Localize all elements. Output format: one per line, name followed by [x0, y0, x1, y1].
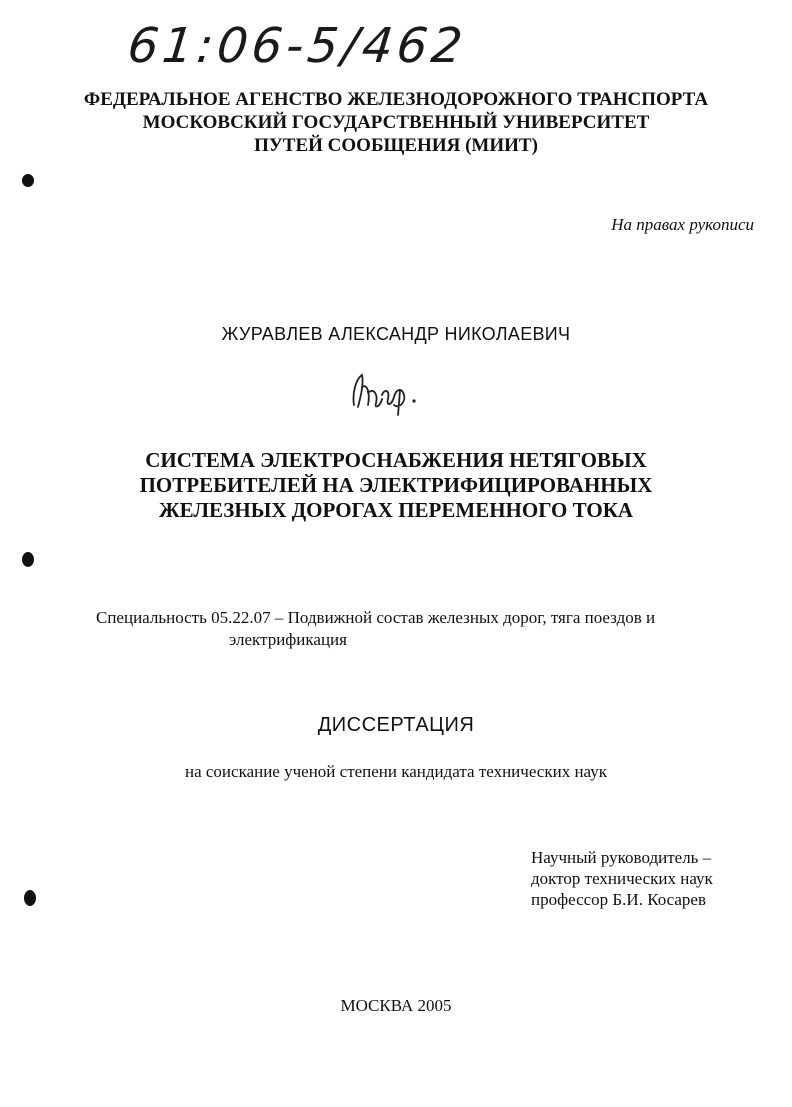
agency-header	[0, 88, 792, 157]
title-line: ЖЕЛЕЗНЫХ ДОРОГАХ ПЕРЕМЕННОГО ТОКА	[158, 498, 634, 522]
specialty-continuation: электрификация	[229, 630, 347, 649]
advisor-line: доктор технических наук	[531, 869, 713, 888]
rights-note: На правах рукописи	[611, 215, 754, 234]
archive-code: 61:06-5/462	[125, 18, 469, 74]
punch-mark	[24, 890, 36, 906]
author-name: ЖУРАВЛЕВ АЛЕКСАНДР НИКОЛАЕВИЧ	[221, 324, 571, 344]
punch-mark	[22, 552, 34, 567]
advisor-line: профессор Б.И. Косарев	[531, 890, 706, 909]
dissertation-title	[0, 448, 792, 523]
city-year: МОСКВА 2005	[340, 996, 452, 1015]
punch-mark	[22, 174, 34, 187]
specialty-line: Специальность 05.22.07 – Подвижной состав железных дорог, тяга поездов и	[96, 608, 656, 627]
signature-icon	[348, 365, 428, 417]
degree-line: на соискание ученой степени кандидата технических наук	[184, 762, 607, 781]
document-type: ДИССЕРТАЦИЯ	[317, 714, 475, 736]
title-line: СИСТЕМА ЭЛЕКТРОСНАБЖЕНИЯ НЕТЯГОВЫХ	[145, 448, 647, 472]
agency-line: МОСКОВСКИЙ ГОСУДАРСТВЕННЫЙ УНИВЕРСИТЕТ	[142, 112, 650, 133]
advisor-block	[531, 847, 713, 910]
agency-line: ПУТЕЙ СООБЩЕНИЯ (МИИТ)	[254, 135, 538, 156]
agency-line: ФЕДЕРАЛЬНОЕ АГЕНСТВО ЖЕЛЕЗНОДОРОЖНОГО ТРАНСПОРТА	[83, 89, 709, 110]
advisor-line: Научный руководитель –	[531, 848, 712, 867]
title-line: ПОТРЕБИТЕЛЕЙ НА ЭЛЕКТРИФИЦИРОВАННЫХ	[139, 473, 653, 497]
